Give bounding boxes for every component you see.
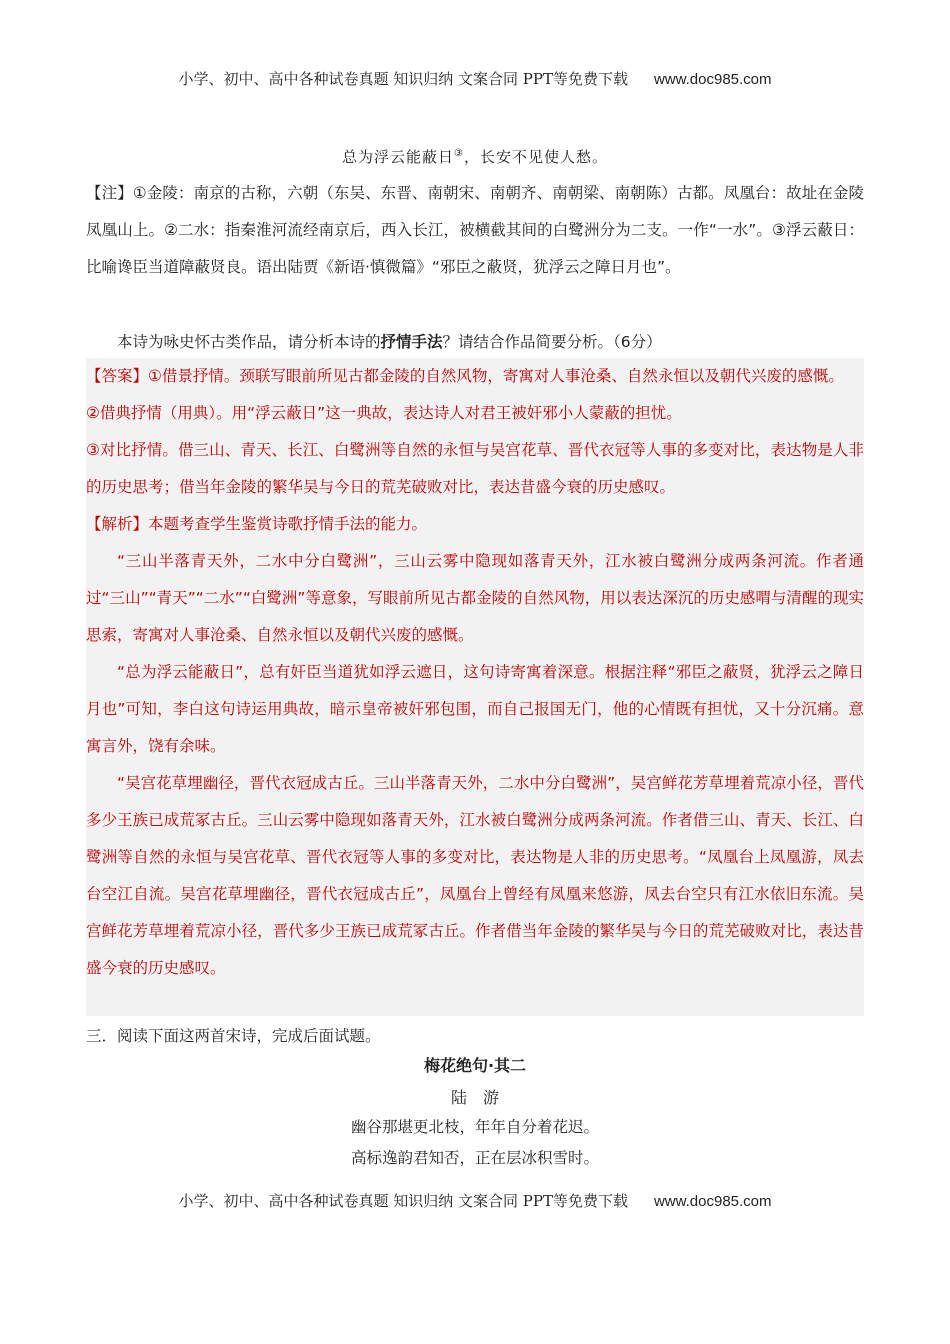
question-keyword: 抒情手法	[380, 333, 443, 351]
footer-text: 小学、初中、高中各种试卷真题 知识归纳 文案合同 PPT等免费下载	[178, 1192, 628, 1210]
author-char-1: 陆	[450, 1088, 467, 1107]
author-char-2: 游	[483, 1088, 500, 1107]
header-url[interactable]: www.doc985.com	[653, 71, 772, 88]
answer-point-3: ③对比抒情。借三山、青天、长江、白鹭洲等自然的永恒与吴宫花草、晋代衣冠等人事的多变对比，表达物是人非的历史思考；借当年金陵的繁华吴与今日的荒芜破败对比，表达昔盛今衰的历史感叹。	[86, 441, 864, 496]
question-post: ？请结合作品简要分析。（6分）	[442, 333, 662, 351]
poem-line-1: 幽谷那堪更北枝，年年自分着花迟。	[350, 1118, 599, 1136]
analysis-paragraph-1: “三山半落青天外，二水中分白鹭洲”，三山云雾中隐现如落青天外，江水被白鹭洲分成两条河流。作者通过“三山”“青天”“二水”“白鹭洲”等意象，写眼前所见古都金陵的自然风物，用以表达深沉的历史感喟与清醒的现实思索，寄寓对人事沧桑、自然永恒以及朝代兴废的感慨。	[86, 552, 864, 644]
question-prompt	[86, 324, 864, 361]
annotation-note: 【注】①金陵：南京的古称，六朝（东吴、东晋、南朝宋、南朝齐、南朝梁、南朝陈）古都。凤凰台：故址在金陵凤凰山上。②二水：指秦淮河流经南京后，西入长江，被横截其间的白鹭洲分为二支。一作“一水”。③浮云蔽日：比喻谗臣当道障蔽贤良。语出陆贾《新语·慎微篇》“邪臣之蔽贤，犹浮云之障日月也”。	[86, 184, 864, 276]
footer-url[interactable]: www.doc985.com	[653, 1193, 772, 1210]
answer-point-1: 【答案】①借景抒情。颈联写眼前所见古都金陵的自然风物，寄寓对人事沧桑、自然永恒以及朝代兴废的感慨。	[86, 367, 844, 385]
analysis-heading: 【解析】本题考查学生鉴赏诗歌抒情手法的能力。	[86, 515, 428, 533]
page-header	[0, 68, 950, 89]
analysis-paragraph-3: “吴宫花草埋幽径，晋代衣冠成古丘。三山半落青天外，二水中分白鹭洲”，吴宫鲜花芳草埋着荒凉小径，晋代多少王族已成荒冢古丘。三山云雾中隐现如落青天外，江水被白鹭洲分成两条河流。作者借三山、青天、长江、白鹭洲等自然的永恒与吴宫花草、晋代衣冠等人事的多变对比，表达物是人非的历史思考。“凤凰台上凤凰游，凤去台空江自流。吴宫花草埋幽径，晋代衣冠成古丘”，凤凰台上曾经有凤凰来悠游，凤去台空只有江水依旧东流。吴宫鲜花芳草埋着荒凉小径，晋代多少王族已成荒冢古丘。作者借当年金陵的繁华吴与今日的荒芜破败对比，表达昔盛今衰的历史感叹。	[86, 774, 864, 977]
poem-line-text: 总为浮云能蔽日	[342, 148, 455, 166]
header-text: 小学、初中、高中各种试卷真题 知识归纳 文案合同 PPT等免费下载	[178, 70, 628, 88]
answer-point-2: ②借典抒情（用典）。用“浮云蔽日”这一典故，表达诗人对君王被奸邪小人蒙蔽的担忧。	[86, 404, 682, 422]
poem-line-2: 高标逸韵君知否，正在层冰积雪时。	[350, 1149, 599, 1167]
question-pre: 本诗为咏史怀古类作品，请分析本诗的	[117, 333, 381, 351]
poem-author	[0, 1083, 950, 1113]
poem-closing-line	[0, 146, 950, 167]
footnote-marker: ③	[454, 148, 464, 159]
poem-line-rest: ，长安不见使人愁。	[463, 148, 608, 166]
page-footer	[0, 1190, 950, 1211]
analysis-paragraph-2: “总为浮云能蔽日”，总有奸臣当道犹如浮云遮日，这句诗寄寓着深意。根据注释“邪臣之蔽贤，犹浮云之障日月也”可知，李白这句诗运用典故，暗示皇帝被奸邪包围，而自己报国无门，他的心情既有担忧，又十分沉痛。意寓言外，饶有余味。	[86, 663, 864, 755]
answer-section	[86, 358, 864, 1016]
section-three-prompt: 三．阅读下面这两首宋诗，完成后面试题。	[86, 1027, 381, 1045]
poem-title: 梅花绝句·其二	[423, 1056, 527, 1075]
